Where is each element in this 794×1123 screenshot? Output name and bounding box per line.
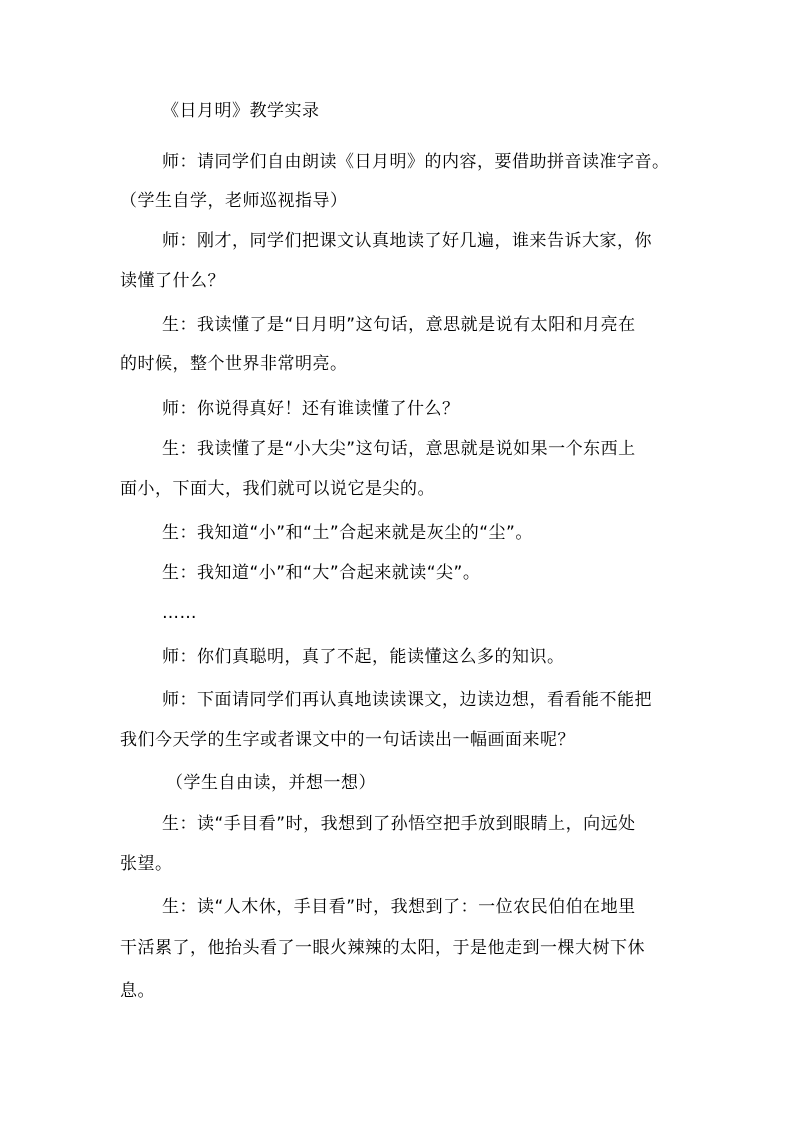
paragraph-line: 的时候，整个世界非常明亮。 — [120, 354, 348, 374]
paragraph-line: 师：下面请同学们再认真地读读课文，边读边想，看看能不能把 — [162, 690, 652, 710]
paragraph-line: 我们今天学的生字或者课文中的一句话读出一幅画面来呢？ — [120, 730, 575, 750]
document-title: 《日月明》教学实录 — [162, 101, 320, 121]
paragraph-line: 生：读“手目看”时，我想到了孙悟空把手放到眼睛上，向远处 — [162, 814, 636, 834]
paragraph-line: （学生自由读，并想一想） — [166, 773, 376, 793]
paragraph-line: 面小，下面大，我们就可以说它是尖的。 — [120, 479, 435, 499]
paragraph-line: 生：我知道“小”和“大”合起来就读“尖”。 — [162, 563, 481, 583]
paragraph-line: 生：读“人木休，手目看”时，我想到了：一位农民伯伯在地里 — [162, 897, 636, 917]
ellipsis-line: …… — [162, 603, 197, 623]
paragraph-line: 干活累了，他抬头看了一眼火辣辣的太阳，于是他走到一棵大树下休 — [120, 938, 645, 958]
paragraph-line: 师：你说得真好！还有谁读懂了什么？ — [162, 399, 460, 419]
paragraph-line: 师：请同学们自由朗读《日月明》的内容，要借助拼音读准字音。 — [162, 152, 670, 172]
paragraph-line: 息。 — [120, 981, 155, 1001]
paragraph-line: 师：你们真聪明，真了不起，能读懂这么多的知识。 — [162, 647, 565, 667]
paragraph-line: 生：我知道“小”和“土”合起来就是灰尘的“尘”。 — [162, 523, 533, 543]
paragraph-line: 读懂了什么？ — [120, 271, 225, 291]
paragraph-line: 师：刚才，同学们把课文认真地读了好几遍，谁来告诉大家，你 — [162, 231, 652, 251]
paragraph-line: 生：我读懂了是“小大尖”这句话，意思就是说如果一个东西上 — [162, 439, 636, 459]
paragraph-line: 生：我读懂了是“日月明”这句话，意思就是说有太阳和月亮在 — [162, 315, 636, 335]
paragraph-line: 张望。 — [120, 854, 173, 874]
paragraph-line: （学生自学，老师巡视指导） — [120, 191, 348, 211]
